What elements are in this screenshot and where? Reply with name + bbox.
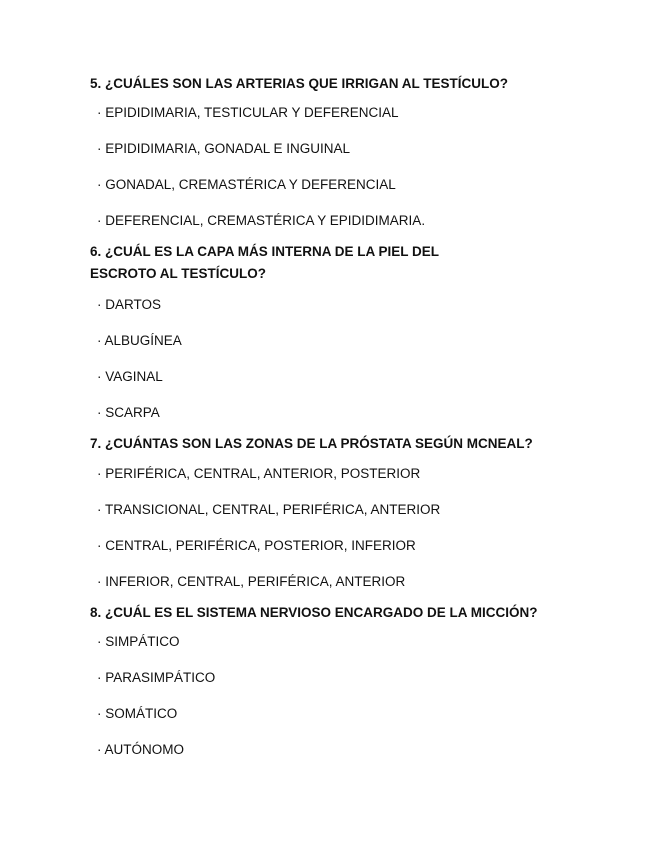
question-7-option-2: · TRANSICIONAL, CENTRAL, PERIFÉRICA, ANTERIOR [97,502,441,517]
question-5-option-1: · EPIDIDIMARIA, TESTICULAR Y DEFERENCIAL [97,105,399,120]
question-title-line: 8. ¿CUÁL ES EL SISTEMA NERVIOSO ENCARGADO DE LA MICCIÓN? [90,605,538,620]
question-8-option-3: · SOMÁTICO [97,706,178,721]
question-title-line: 7. ¿CUÁNTAS SON LAS ZONAS DE LA PRÓSTATA SEGÚN MCNEAL? [90,436,533,451]
question-7-option-4: · INFERIOR, CENTRAL, PERIFÉRICA, ANTERIOR [97,574,406,589]
question-title-line: 5. ¿CUÁLES SON LAS ARTERIAS QUE IRRIGAN AL TESTÍCULO? [90,76,509,91]
question-title-line: ESCROTO AL TESTÍCULO? [90,266,267,281]
question-7-option-1: · PERIFÉRICA, CENTRAL, ANTERIOR, POSTERIOR [97,466,421,481]
question-5-option-4: · DEFERENCIAL, CREMASTÉRICA Y EPIDIDIMARIA. [97,213,426,228]
question-7-option-3: · CENTRAL, PERIFÉRICA, POSTERIOR, INFERIOR [97,538,416,553]
question-8-option-1: · SIMPÁTICO [97,634,180,649]
question-8-option-2: · PARASIMPÁTICO [97,670,216,685]
question-7-title [90,433,610,455]
question-6-title [90,241,610,285]
question-6-option-4: · SCARPA [97,405,160,420]
question-8-title [90,602,610,624]
question-5-option-2: · EPIDIDIMARIA, GONADAL E INGUINAL [97,141,351,156]
question-5-title [90,73,610,95]
question-title-line: 6. ¿CUÁL ES LA CAPA MÁS INTERNA DE LA PIEL DEL [90,244,440,259]
question-6-option-2: · ALBUGÍNEA [97,333,182,348]
question-6-option-3: · VAGINAL [97,369,163,384]
question-8-option-4: · AUTÓNOMO [97,742,184,757]
question-5-option-3: · GONADAL, CREMASTÉRICA Y DEFERENCIAL [97,177,396,192]
question-6-option-1: · DARTOS [97,297,162,312]
